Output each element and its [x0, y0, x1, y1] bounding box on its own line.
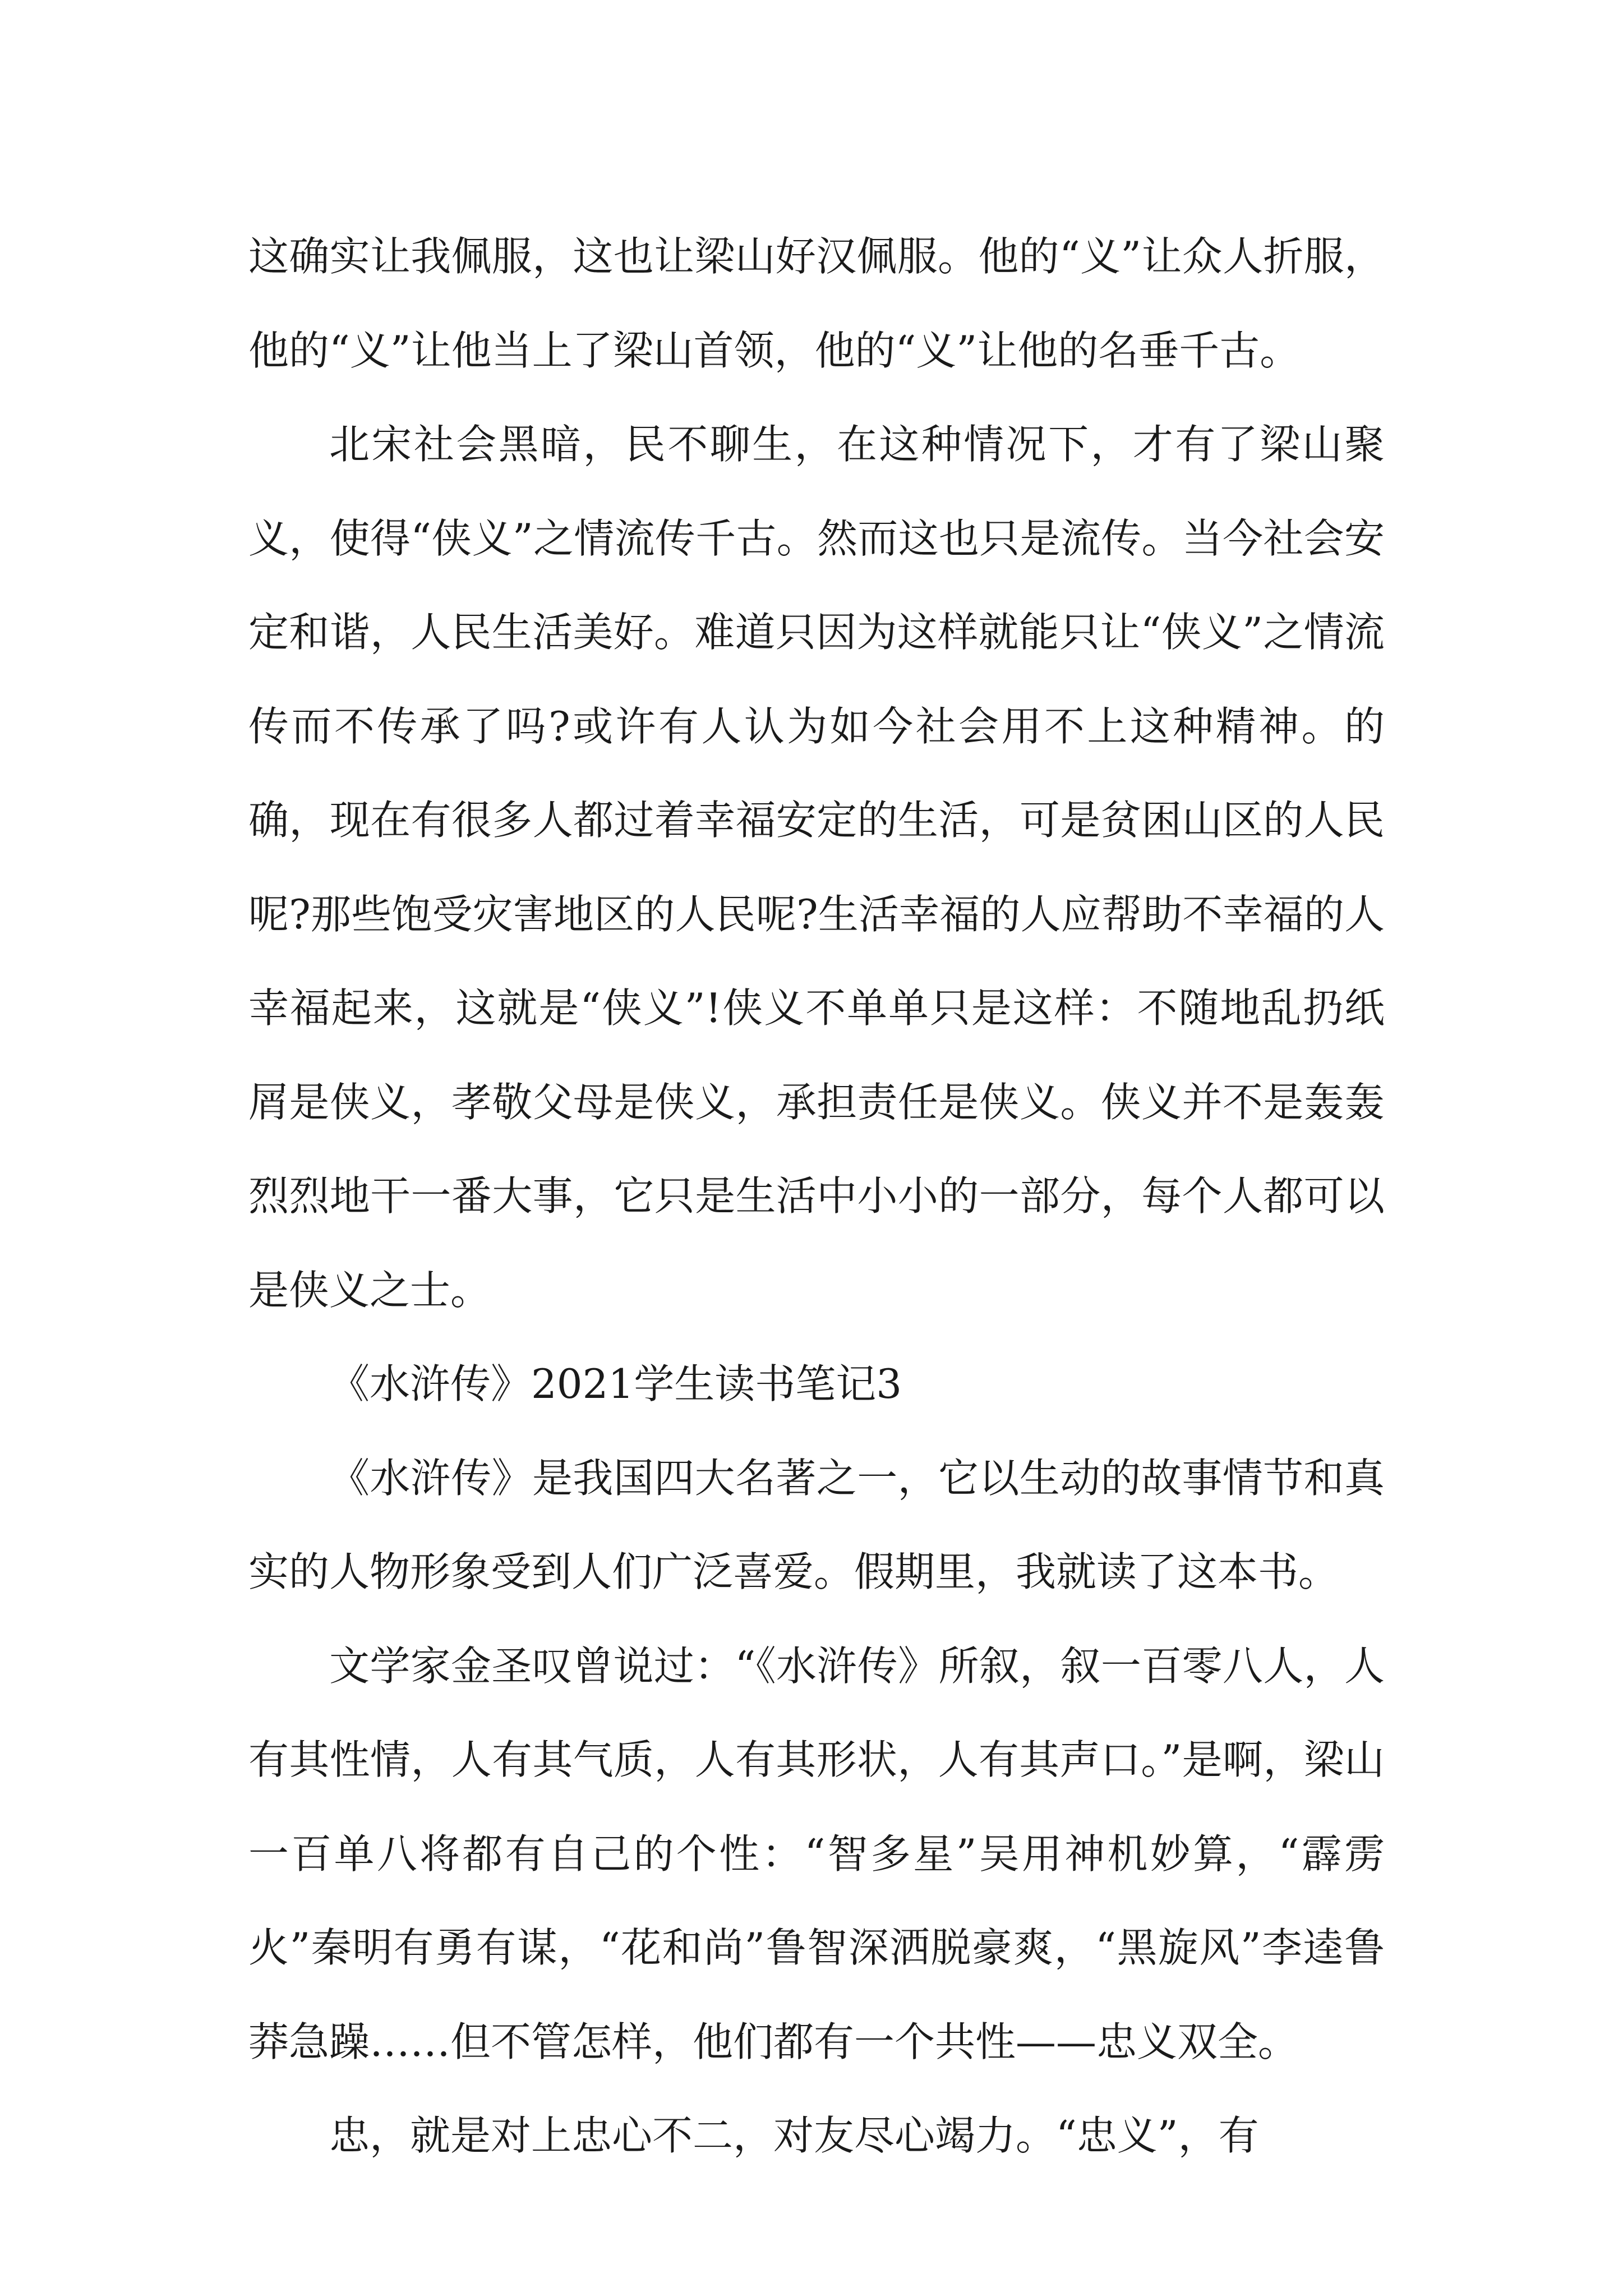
paragraph-3: 《水浒传》是我国四大名著之一，它以生动的故事情节和真实的人物形象受到人们广泛喜爱。假期里，我就读了这本书。 — [248, 1454, 1385, 1595]
paragraph-4: 文学家金圣叹曾说过：“《水浒传》所叙，叙一百零八人，人有其性情，人有其气质，人有其形状，人有其声口。”是啊，梁山一百单八将都有自己的个性：“智多星”吴用神机妙算，“霹雳火”秦明有勇有谋，“花和尚”鲁智深洒脱豪爽，“黑旋风”李逵鲁莽急躁……但不管怎样，他们都有一个共性——忠义双全。 — [248, 1642, 1385, 2065]
paragraph-5: 忠，就是对上忠心不二，对友尽心竭力。“忠义”，有 — [329, 2112, 1259, 2159]
document-body — [248, 210, 1385, 2183]
paragraph-2: 北宋社会黑暗，民不聊生，在这种情况下，才有了梁山聚义，使得“侠义”之情流传千古。然而这也只是流传。当今社会安定和谐，人民生活美好。难道只因为这样就能只让“侠义”之情流传而不传承了吗?或许有人认为如今社会用不上这种精神。的确，现在有很多人都过着幸福安定的生活，可是贫困山区的人民呢?那些饱受灾害地区的人民呢?生活幸福的人应帮助不幸福的人幸福起来，这就是“侠义”!侠义不单单只是这样：不随地乱扔纸屑是侠义，孝敬父母是侠义，承担责任是侠义。侠义并不是轰轰烈烈地干一番大事，它只是生活中小小的一部分，每个人都可以是侠义之士。 — [248, 421, 1385, 1314]
paragraph-1: 这确实让我佩服，这也让梁山好汉佩服。他的“义”让众人折服，他的“义”让他当上了梁山首领，他的“义”让他的名垂千古。 — [248, 233, 1385, 374]
section-heading: 《水浒传》2021学生读书笔记3 — [329, 1360, 902, 1407]
